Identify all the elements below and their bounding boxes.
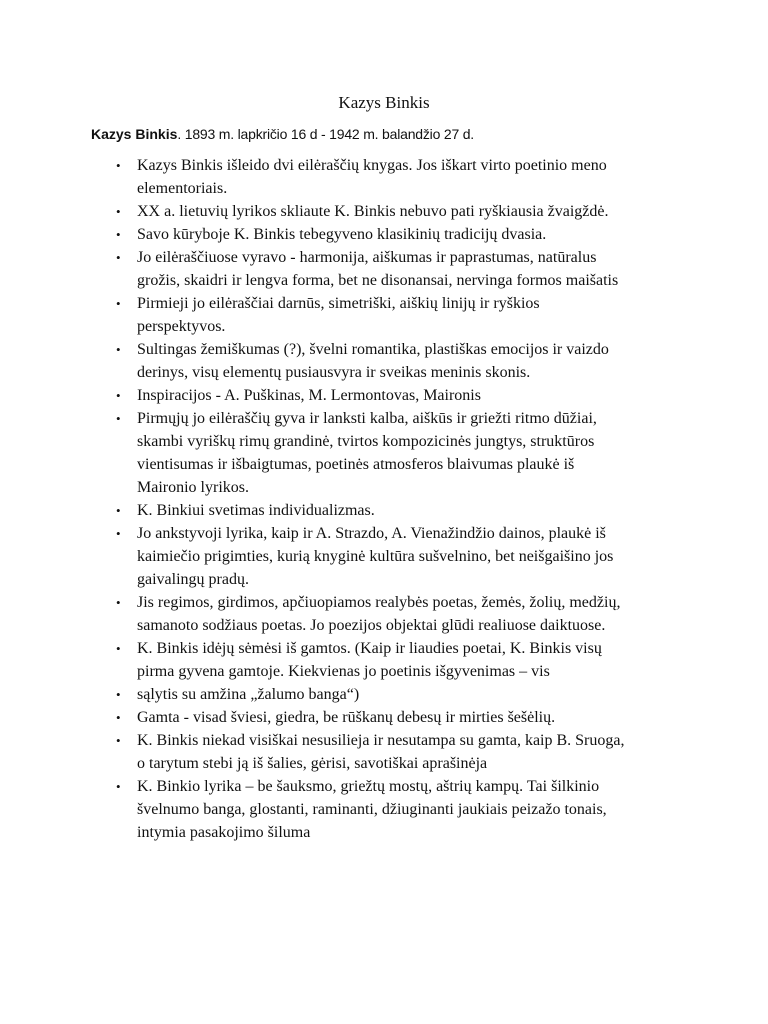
list-item (0, 683, 697, 706)
bullet-text-line: o tarytum stebi ją iš šalies, gėrisi, savotiškai aprašinėja (137, 755, 488, 772)
bullet-text-line: K. Binkiui svetimas individualizmas. (137, 502, 375, 519)
bullet-icon: • (116, 526, 121, 541)
bullet-text-line: Gamta - visad šviesi, giedra, be rūškanų debesų ir mirties šešėlių. (137, 709, 556, 726)
list-item (0, 200, 697, 223)
bullet-text-line: švelnumo banga, glostanti, raminanti, džiuginanti jaukiais peizažo tonais, (137, 801, 607, 818)
document-title: Kazys Binkis (338, 93, 430, 112)
list-item (0, 522, 697, 591)
bullet-text-line: Inspiracijos - A. Puškinas, M. Lermontovas, Maironis (137, 387, 481, 404)
list-item (0, 729, 697, 775)
bullet-text-line: intymia pasakojimo šiluma (137, 824, 311, 841)
list-item (0, 292, 697, 338)
bullet-icon: • (116, 342, 121, 357)
bullet-text-line: derinys, visų elementų pusiausvyra ir sveikas meninis skonis. (137, 364, 531, 381)
bullet-icon: • (116, 733, 121, 748)
bullet-text-line: gaivalingų pradų. (137, 571, 249, 588)
list-item (0, 154, 697, 200)
author-dates-line (91, 124, 474, 145)
bullet-text-line: elementoriais. (137, 180, 228, 197)
bullet-icon: • (116, 595, 121, 610)
bullet-text-line: K. Binkis niekad visiškai nesusilieja ir nesutampa su gamta, kaip B. Sruoga, (137, 732, 625, 749)
list-item (0, 407, 697, 499)
list-item (0, 338, 697, 384)
bullet-icon: • (116, 388, 121, 403)
bullet-text-line: Sultingas žemiškumas (?), švelni romantika, plastiškas emocijos ir vaizdo (137, 341, 609, 358)
list-item (0, 223, 697, 246)
bullet-text-line: XX a. lietuvių lyrikos skliaute K. Binkis nebuvo pati ryškiausia žvaigždė. (137, 203, 609, 220)
list-item (0, 637, 697, 683)
list-item (0, 384, 697, 407)
bullet-text-line: Jis regimos, girdimos, apčiuopiamos realybės poetas, žemės, žolių, medžių, (137, 594, 621, 611)
bullet-text-line: skambi vyriškų rimų grandinė, tvirtos kompozicinės jungtys, struktūros (137, 433, 595, 450)
list-item (0, 499, 697, 522)
bullet-text-line: sąlytis su amžina „žalumo banga“) (137, 686, 360, 703)
bullet-icon: • (116, 641, 121, 656)
bullet-text-line: Pirmieji jo eilėraščiai darnūs, simetriški, aiškių linijų ir ryškios (137, 295, 540, 312)
bullet-text-line: perspektyvos. (137, 318, 226, 335)
bullet-text-line: Maironio lyrikos. (137, 479, 249, 496)
bullet-text-line: samanoto sodžiaus poetas. Jo poezijos objektai glūdi realiuose daiktuose. (137, 617, 606, 634)
list-item (0, 706, 697, 729)
bullet-text-line: vientisumas ir išbaigtumas, poetinės atmosferos blaivumas plaukė iš (137, 456, 575, 473)
author-name: Kazys Binkis (91, 126, 178, 142)
bullet-icon: • (116, 710, 121, 725)
list-item (0, 775, 697, 844)
bullet-text-line: Jo eilėraščiuose vyravo - harmonija, aiškumas ir paprastumas, natūralus (137, 249, 597, 266)
bullet-icon: • (116, 158, 121, 173)
list-item (0, 591, 697, 637)
bullet-text-line: pirma gyvena gamtoje. Kiekvienas jo poetinis išgyvenimas – vis (137, 663, 550, 680)
list-item (0, 246, 697, 292)
bullet-icon: • (116, 687, 121, 702)
bullet-text-line: Kazys Binkis išleido dvi eilėraščių knygas. Jos iškart virto poetinio meno (137, 157, 607, 174)
bullet-text-line: grožis, skaidri ir lengva forma, bet ne disonansai, nervinga formos maišatis (137, 272, 619, 289)
bullet-icon: • (116, 227, 121, 242)
bullet-list (0, 154, 768, 844)
bullet-text-line: Savo kūryboje K. Binkis tebegyveno klasikinių tradicijų dvasia. (137, 226, 547, 243)
bullet-icon: • (116, 503, 121, 518)
bullet-text-line: K. Binkio lyrika – be šauksmo, griežtų mostų, aštrių kampų. Tai šilkinio (137, 778, 600, 795)
bullet-text-line: K. Binkis idėjų sėmėsi iš gamtos. (Kaip ir liaudies poetai, K. Binkis visų (137, 640, 602, 657)
bullet-text-line: Jo ankstyvoji lyrika, kaip ir A. Strazdo, A. Vienažindžio dainos, plaukė iš (137, 525, 606, 542)
bullet-text-line: Pirmųjų jo eilėraščių gyva ir lanksti kalba, aiškūs ir griežti ritmo dūžiai, (137, 410, 597, 427)
bullet-icon: • (116, 296, 121, 311)
bullet-icon: • (116, 204, 121, 219)
bullet-text-line: kaimiečio prigimties, kurią knyginė kultūra sušvelnino, bet neišgaišino jos (137, 548, 614, 565)
bullet-icon: • (116, 779, 121, 794)
bullet-icon: • (116, 411, 121, 426)
bullet-icon: • (116, 250, 121, 265)
life-dates: . 1893 m. lapkričio 16 d - 1942 m. balandžio 27 d. (177, 126, 475, 142)
